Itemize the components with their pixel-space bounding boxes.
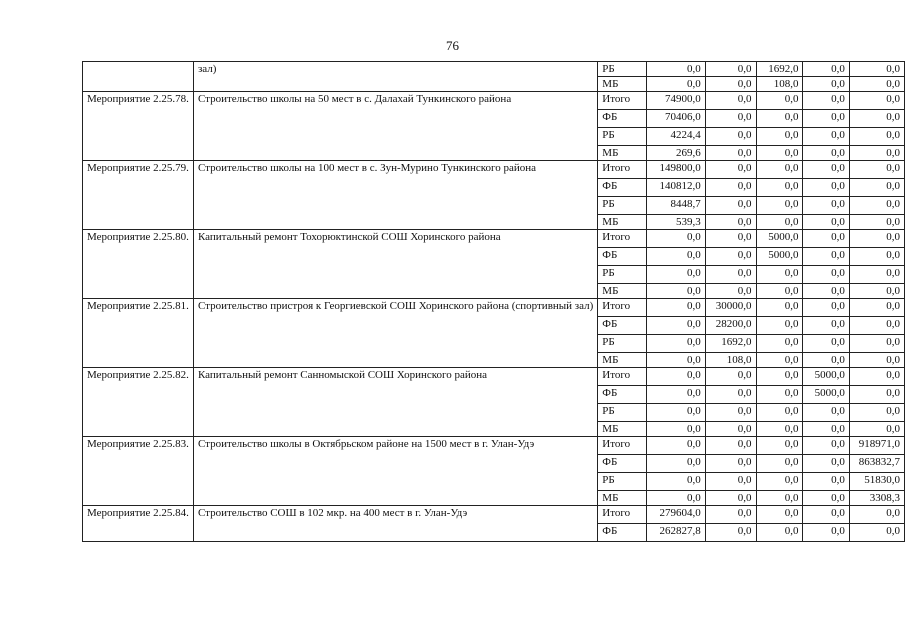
value-cell: 0,0 <box>849 506 904 524</box>
table-row <box>83 62 905 77</box>
source-cell: Итого <box>598 230 647 248</box>
value-cell: 0,0 <box>756 197 803 215</box>
value-cell: 0,0 <box>647 77 705 92</box>
value-cell: 0,0 <box>756 386 803 404</box>
value-cell: 0,0 <box>756 110 803 128</box>
measure-name: Мероприятие 2.25.78. <box>83 92 194 161</box>
value-cell: 0,0 <box>647 437 705 455</box>
value-cell: 5000,0 <box>756 230 803 248</box>
value-cell: 5000,0 <box>803 368 849 386</box>
source-cell: Итого <box>598 506 647 524</box>
value-cell: 0,0 <box>803 299 849 317</box>
source-cell: Итого <box>598 299 647 317</box>
measure-description: Строительство школы в Октябрьском районе на 1500 мест в г. Улан-Удэ <box>193 437 597 506</box>
value-cell: 0,0 <box>849 368 904 386</box>
value-cell: 108,0 <box>705 353 756 368</box>
table-row <box>83 368 905 386</box>
value-cell: 0,0 <box>756 455 803 473</box>
value-cell: 51830,0 <box>849 473 904 491</box>
source-cell: Итого <box>598 437 647 455</box>
value-cell: 0,0 <box>756 335 803 353</box>
value-cell: 0,0 <box>647 266 705 284</box>
value-cell: 0,0 <box>647 284 705 299</box>
value-cell: 863832,7 <box>849 455 904 473</box>
value-cell: 4224,4 <box>647 128 705 146</box>
value-cell: 0,0 <box>849 77 904 92</box>
value-cell: 0,0 <box>756 146 803 161</box>
value-cell: 0,0 <box>803 62 849 77</box>
value-cell: 0,0 <box>849 317 904 335</box>
measure-description: Строительство пристроя к Георгиевской СОШ Хоринского района (спортивный зал) <box>193 299 597 368</box>
source-cell: МБ <box>598 284 647 299</box>
value-cell: 0,0 <box>803 146 849 161</box>
source-cell: ФБ <box>598 110 647 128</box>
value-cell: 8448,7 <box>647 197 705 215</box>
value-cell: 0,0 <box>705 455 756 473</box>
value-cell: 0,0 <box>705 422 756 437</box>
value-cell: 0,0 <box>705 506 756 524</box>
value-cell: 0,0 <box>647 62 705 77</box>
value-cell: 0,0 <box>849 386 904 404</box>
value-cell: 0,0 <box>803 128 849 146</box>
value-cell: 0,0 <box>803 266 849 284</box>
value-cell: 0,0 <box>849 92 904 110</box>
value-cell: 0,0 <box>647 473 705 491</box>
value-cell: 0,0 <box>803 77 849 92</box>
value-cell: 0,0 <box>705 284 756 299</box>
source-cell: Итого <box>598 92 647 110</box>
source-cell: МБ <box>598 353 647 368</box>
value-cell: 0,0 <box>705 437 756 455</box>
source-cell: РБ <box>598 62 647 77</box>
value-cell: 0,0 <box>705 110 756 128</box>
value-cell: 0,0 <box>803 455 849 473</box>
value-cell: 0,0 <box>803 92 849 110</box>
value-cell: 0,0 <box>756 179 803 197</box>
value-cell: 0,0 <box>803 524 849 542</box>
value-cell: 0,0 <box>803 506 849 524</box>
value-cell: 0,0 <box>849 146 904 161</box>
value-cell: 0,0 <box>849 353 904 368</box>
table-row <box>83 506 905 524</box>
source-cell: Итого <box>598 368 647 386</box>
source-cell: ФБ <box>598 455 647 473</box>
value-cell: 0,0 <box>803 197 849 215</box>
measure-name: Мероприятие 2.25.83. <box>83 437 194 506</box>
value-cell: 0,0 <box>803 317 849 335</box>
source-cell: ФБ <box>598 386 647 404</box>
source-cell: МБ <box>598 422 647 437</box>
measure-name: Мероприятие 2.25.79. <box>83 161 194 230</box>
value-cell: 0,0 <box>705 62 756 77</box>
source-cell: Итого <box>598 161 647 179</box>
value-cell: 28200,0 <box>705 317 756 335</box>
value-cell: 0,0 <box>705 77 756 92</box>
value-cell: 0,0 <box>803 230 849 248</box>
value-cell: 0,0 <box>705 146 756 161</box>
value-cell: 0,0 <box>647 317 705 335</box>
value-cell: 0,0 <box>647 299 705 317</box>
value-cell: 0,0 <box>705 248 756 266</box>
value-cell: 0,0 <box>849 161 904 179</box>
measure-name: Мероприятие 2.25.80. <box>83 230 194 299</box>
value-cell: 0,0 <box>705 524 756 542</box>
measure-description: Капитальный ремонт Тохорюктинской СОШ Хоринского района <box>193 230 597 299</box>
value-cell: 108,0 <box>756 77 803 92</box>
value-cell: 262827,8 <box>647 524 705 542</box>
value-cell: 0,0 <box>756 161 803 179</box>
value-cell: 0,0 <box>849 215 904 230</box>
value-cell: 0,0 <box>803 335 849 353</box>
value-cell: 0,0 <box>647 368 705 386</box>
value-cell: 0,0 <box>756 368 803 386</box>
value-cell: 0,0 <box>756 506 803 524</box>
value-cell: 0,0 <box>803 491 849 506</box>
measure-description: Строительство школы на 50 мест в с. Далахай Тункинского района <box>193 92 597 161</box>
value-cell: 0,0 <box>849 299 904 317</box>
table-row <box>83 161 905 179</box>
value-cell: 0,0 <box>803 422 849 437</box>
value-cell: 0,0 <box>647 353 705 368</box>
table-row <box>83 299 905 317</box>
value-cell: 140812,0 <box>647 179 705 197</box>
value-cell: 0,0 <box>756 284 803 299</box>
table-row <box>83 437 905 455</box>
value-cell: 0,0 <box>647 404 705 422</box>
value-cell: 0,0 <box>756 128 803 146</box>
value-cell: 0,0 <box>756 353 803 368</box>
value-cell: 0,0 <box>803 284 849 299</box>
source-cell: МБ <box>598 77 647 92</box>
value-cell: 0,0 <box>756 317 803 335</box>
value-cell: 0,0 <box>803 161 849 179</box>
measure-description: зал) <box>193 62 597 92</box>
source-cell: ФБ <box>598 317 647 335</box>
measure-description: Строительство школы на 100 мест в с. Зун-Мурино Тункинского района <box>193 161 597 230</box>
value-cell: 0,0 <box>756 266 803 284</box>
value-cell: 0,0 <box>647 491 705 506</box>
source-cell: РБ <box>598 404 647 422</box>
value-cell: 0,0 <box>849 404 904 422</box>
source-cell: РБ <box>598 128 647 146</box>
value-cell: 0,0 <box>705 215 756 230</box>
value-cell: 0,0 <box>756 299 803 317</box>
value-cell: 0,0 <box>705 386 756 404</box>
value-cell: 0,0 <box>647 230 705 248</box>
value-cell: 5000,0 <box>803 386 849 404</box>
value-cell: 0,0 <box>705 404 756 422</box>
value-cell: 0,0 <box>849 197 904 215</box>
value-cell: 0,0 <box>705 230 756 248</box>
source-cell: МБ <box>598 491 647 506</box>
measure-description: Капитальный ремонт Санномыской СОШ Хоринского района <box>193 368 597 437</box>
value-cell: 0,0 <box>849 335 904 353</box>
value-cell: 1692,0 <box>705 335 756 353</box>
value-cell: 539,3 <box>647 215 705 230</box>
value-cell: 0,0 <box>705 92 756 110</box>
value-cell: 0,0 <box>756 215 803 230</box>
measure-description: Строительство СОШ в 102 мкр. на 400 мест в г. Улан-Удэ <box>193 506 597 542</box>
value-cell: 0,0 <box>849 266 904 284</box>
value-cell: 0,0 <box>756 524 803 542</box>
value-cell: 3308,3 <box>849 491 904 506</box>
value-cell: 0,0 <box>803 215 849 230</box>
page-number: 76 <box>446 38 459 53</box>
value-cell: 0,0 <box>849 128 904 146</box>
value-cell: 0,0 <box>756 473 803 491</box>
value-cell: 0,0 <box>803 473 849 491</box>
value-cell: 0,0 <box>647 422 705 437</box>
value-cell: 0,0 <box>803 437 849 455</box>
source-cell: МБ <box>598 146 647 161</box>
value-cell: 149800,0 <box>647 161 705 179</box>
value-cell: 0,0 <box>803 404 849 422</box>
source-cell: ФБ <box>598 248 647 266</box>
measure-name-cell <box>83 62 194 92</box>
measure-name: Мероприятие 2.25.84. <box>83 506 194 542</box>
value-cell: 0,0 <box>705 161 756 179</box>
value-cell: 0,0 <box>705 128 756 146</box>
source-cell: ФБ <box>598 524 647 542</box>
table-row <box>83 230 905 248</box>
value-cell: 279604,0 <box>647 506 705 524</box>
value-cell: 0,0 <box>756 437 803 455</box>
value-cell: 0,0 <box>849 110 904 128</box>
value-cell: 0,0 <box>803 110 849 128</box>
value-cell: 5000,0 <box>756 248 803 266</box>
value-cell: 0,0 <box>803 353 849 368</box>
value-cell: 0,0 <box>849 179 904 197</box>
value-cell: 0,0 <box>803 248 849 266</box>
measure-name: Мероприятие 2.25.81. <box>83 299 194 368</box>
value-cell: 70406,0 <box>647 110 705 128</box>
value-cell: 30000,0 <box>705 299 756 317</box>
value-cell: 0,0 <box>849 422 904 437</box>
value-cell: 0,0 <box>647 335 705 353</box>
value-cell: 0,0 <box>705 197 756 215</box>
measure-name: Мероприятие 2.25.82. <box>83 368 194 437</box>
value-cell: 0,0 <box>849 62 904 77</box>
source-cell: РБ <box>598 473 647 491</box>
value-cell: 0,0 <box>705 179 756 197</box>
budget-table <box>82 61 905 542</box>
value-cell: 1692,0 <box>756 62 803 77</box>
source-cell: РБ <box>598 266 647 284</box>
value-cell: 0,0 <box>756 404 803 422</box>
value-cell: 0,0 <box>756 92 803 110</box>
value-cell: 269,6 <box>647 146 705 161</box>
value-cell: 0,0 <box>705 473 756 491</box>
source-cell: РБ <box>598 197 647 215</box>
value-cell: 918971,0 <box>849 437 904 455</box>
value-cell: 0,0 <box>756 491 803 506</box>
table-row <box>83 92 905 110</box>
value-cell: 0,0 <box>705 491 756 506</box>
value-cell: 0,0 <box>756 422 803 437</box>
source-cell: РБ <box>598 335 647 353</box>
value-cell: 0,0 <box>849 230 904 248</box>
value-cell: 0,0 <box>849 248 904 266</box>
value-cell: 0,0 <box>803 179 849 197</box>
value-cell: 0,0 <box>647 248 705 266</box>
source-cell: ФБ <box>598 179 647 197</box>
value-cell: 0,0 <box>849 284 904 299</box>
value-cell: 0,0 <box>647 386 705 404</box>
value-cell: 0,0 <box>705 368 756 386</box>
source-cell: МБ <box>598 215 647 230</box>
value-cell: 0,0 <box>849 524 904 542</box>
value-cell: 0,0 <box>647 455 705 473</box>
value-cell: 0,0 <box>705 266 756 284</box>
value-cell: 74900,0 <box>647 92 705 110</box>
